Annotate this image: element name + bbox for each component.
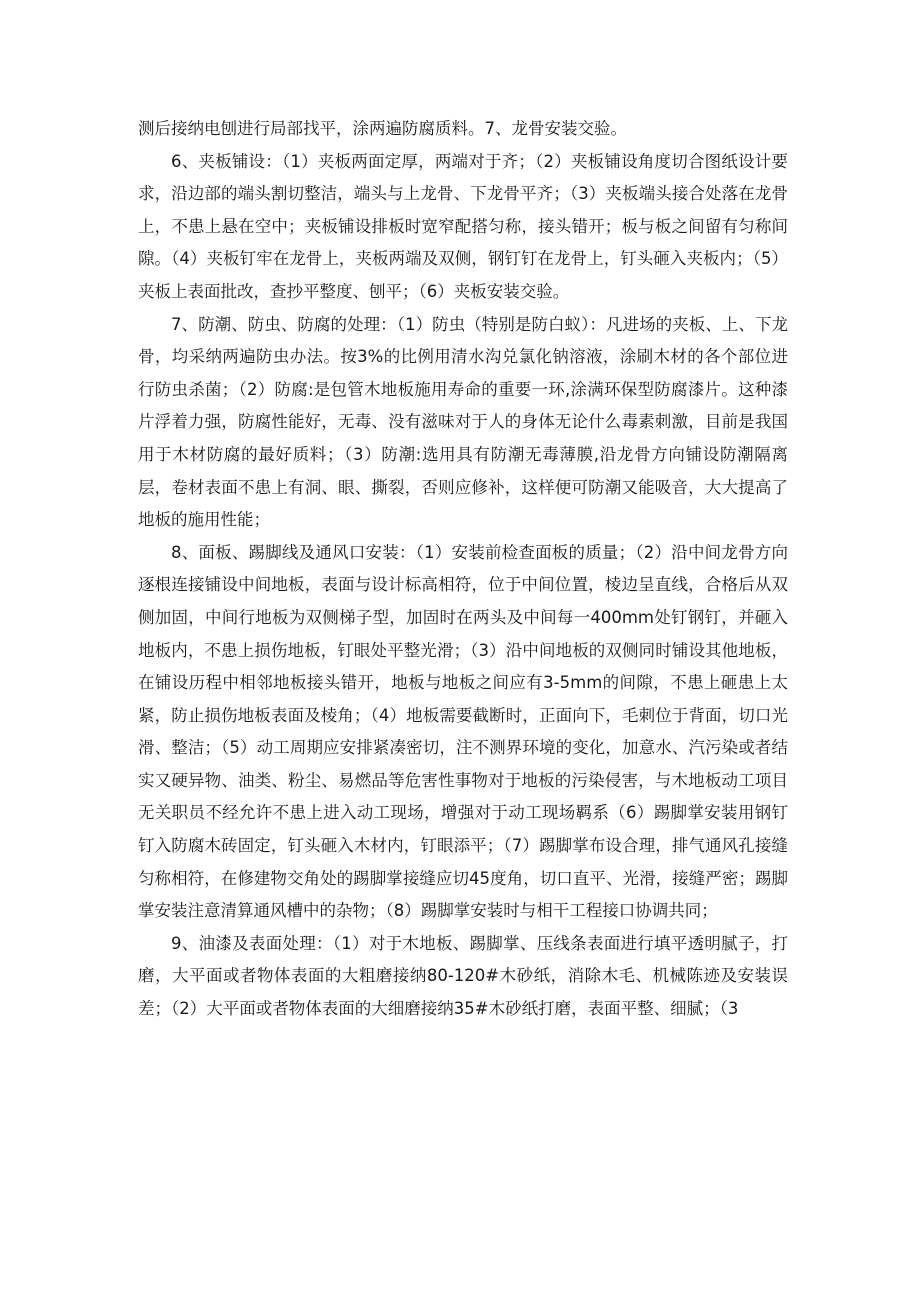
document-body: [138, 113, 788, 1026]
paragraph-moisture-insect-rot-treatment: 7、防潮、防虫、防腐的处理：（1）防虫（特别是防白蚁）：凡进场的夹板、上、下龙骨，均采纳两遍防虫办法。按3%的比例用清水沟兑氯化钠溶液，涂刷木材的各个部位进行防虫杀菌；（2）防腐:是包管木地板施用寿命的重要一环,涂满环保型防腐漆片。这种漆片浮着力强，防腐性能好，无毒、没有滋味对于人的身体无论什么毒素刺激，目前是我国用于木材防腐的最好质料；（3）防潮:选用具有防潮无毒薄膜,沿龙骨方向铺设防潮隔离层，卷材表面不患上有洞、眼、撕裂，否则应修补，这样便可防潮又能吸音，大大提高了地板的施用性能；: [138, 314, 788, 530]
paragraph-plywood-laying: 6、夹板铺设：（1）夹板两面定厚，两端对于齐；（2）夹板铺设角度切合图纸设计要求，沿边部的端头割切整洁，端头与上龙骨、下龙骨平齐；（3）夹板端头接合处落在龙骨上，不患上悬在空中；夹板铺设排板时宽窄配搭匀称，接头错开；板与板之间留有匀称间隙。（4）夹板钉牢在龙骨上，夹板两端及双侧，钢钉钉在龙骨上，钉头砸入夹板内；（5）夹板上表面批改，查抄平整度、刨平；（6）夹板安装交验。: [138, 151, 788, 301]
paragraph-paint-surface-treatment: 9、油漆及表面处理：（1）对于木地板、踢脚掌、压线条表面进行填平透明腻子，打磨，大平面或者物体表面的大粗磨接纳80-120#木砂纸，消除木毛、机械陈迹及安装误差；（2）大平面或者物体表面的大细磨接纳35#木砂纸打磨，表面平整、细腻；（3: [138, 933, 788, 1019]
paragraph-continuation: 测后接纳电刨进行局部找平，涂两遍防腐质料。7、龙骨安装交验。: [138, 119, 627, 138]
paragraph-panel-skirting-vent-installation: 8、面板、踢脚线及通风口安装：（1）安装前检查面板的质量；（2）沿中间龙骨方向逐根连接铺设中间地板，表面与设计标高相符，位于中间位置，棱边呈直线，合格后从双侧加固，中间行地板为双侧梯子型，加固时在两头及中间每一400mm处钉钢钉，并砸入地板内，不患上损伤地板，钉眼处平整光滑；（3）沿中间地板的双侧同时铺设其他地板，在铺设历程中相邻地板接头错开，地板与地板之间应有3-5mm的间隙，不患上砸患上太紧，防止损伤地板表面及棱角；（4）地板需要截断时，正面向下，毛刺位于背面，切口光滑、整洁；（5）动工周期应安排紧凑密切，注不测界环境的变化，加意水、汽污染或者结实又硬异物、油类、粉尘、易燃品等危害性事物对于地板的污染侵害，与木地板动工项目无关职员不经允许不患上进入动工现场，增强对于动工现场羁系（6）踢脚掌安装用钢钉钉入防腐木砖固定，钉头砸入木材内，钉眼添平；（7）踢脚掌布设合理，排气通风孔接缝匀称相符，在修建物交角处的踢脚掌接缝应切45度角，切口直平、光滑，接缝严密；踢脚掌安装注意清算通风槽中的杂物；（8）踢脚掌安装时与相干工程接口协调共同；: [138, 542, 788, 921]
